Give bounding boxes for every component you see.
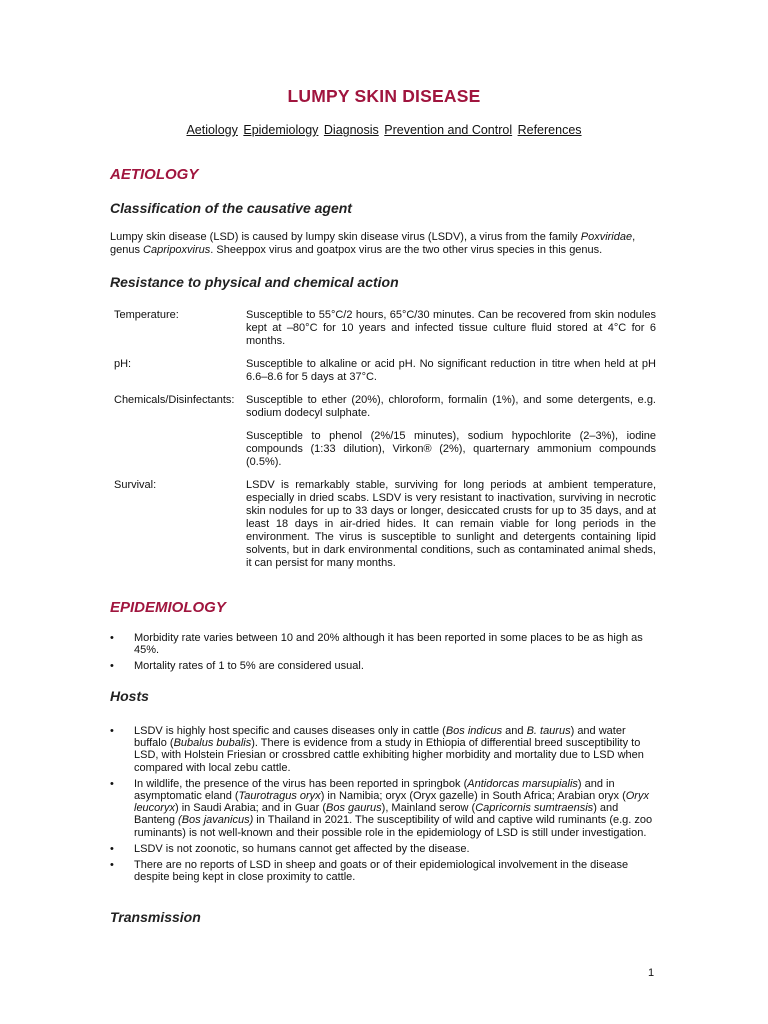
species-name: Taurotragus oryx [238,790,321,803]
species-name: Oryx leucoryx [134,790,649,815]
species-name: B. taurus [526,725,571,737]
text-fragment: ), Mainland serow ( [381,802,476,815]
table-of-contents [0,123,768,137]
text-fragment: and [502,725,527,737]
resistance-label: Temperature: [114,309,179,321]
list-item [110,725,658,774]
classification-paragraph [110,231,658,257]
list-item: • There are no reports of LSD in sheep and goats or of their epidemiological involvement in the disease despite being kept in close proximity to cattle. [110,859,658,883]
document-title: LUMPY SKIN DISEASE [287,86,481,106]
text-fragment: ) in Saudi Arabia; and in Guar ( [174,802,326,815]
resistance-value: LSDV is remarkably stable, surviving for long periods at ambient temperature, especially in dried scabs. LSDV is very resistant to inactivation, surviving in necrotic skin nodules for up to 33 days or longer, desiccated crusts for up to 35 days, and at least 18 days in air-dried hides. It can remain viable for long periods in the environment. The virus is susceptible to sunlight and detergents containing lipid solvents, but in dark environmental conditions, such as contaminated animal sheds, it can persist for many months. [246,479,656,569]
text-fragment: ) and water buffalo ( [134,725,626,750]
epidemiology-bullet-list [110,632,658,677]
species-name: Bos gaurus [326,802,382,815]
genus-name: Capripoxvirus [143,244,211,256]
species-name: Antidorcas marsupialis [467,777,578,790]
text-fragment: , genus [110,231,636,256]
text-fragment: LSDV is highly host specific and causes diseases only in cattle ( [134,725,446,737]
text-fragment: ) and Banteng [134,802,619,827]
species-name: Capricornis sumtraensis [475,802,594,815]
section-heading-epidemiology: EPIDEMIOLOGY [110,599,226,616]
text-fragment: . Sheeppox virus and goatpox virus are the two other virus species in this genus. [210,244,603,256]
text-fragment: ) and in asymptomatic eland ( [134,777,615,803]
page-number: 1 [648,967,655,979]
toc-link-prevention-and-control[interactable]: Prevention and Control [384,123,513,137]
text-fragment: ) in Namibia; oryx (Oryx gazelle) in South Africa; Arabian oryx ( [320,790,626,803]
resistance-label: Survival: [114,479,157,491]
list-item [110,778,658,839]
list-item: • Mortality rates of 1 to 5% are considered usual. [110,660,658,672]
species-name: (Bos javanicus) [178,814,254,827]
species-name: Bos indicus [445,725,503,737]
species-name: Bubalus bubalis [173,737,252,750]
subheading-classification: Classification of the causative agent [110,200,352,216]
subheading-hosts: Hosts [110,688,149,704]
list-item: • Morbidity rate varies between 10 and 20% although it has been reported in some places to be as high as 45%. [110,632,658,656]
resistance-label: Chemicals/Disinfectants: [114,394,235,406]
toc-link-aetiology[interactable]: Aetiology [186,123,238,137]
text-fragment: Lumpy skin disease (LSD) is caused by lumpy skin disease virus (LSDV), a virus from the family [110,231,581,243]
list-item: • LSDV is not zoonotic, so humans cannot get affected by the disease. [110,843,658,855]
text-fragment: In wildlife, the presence of the virus has been reported in springbok ( [134,777,468,790]
resistance-value: Susceptible to ether (20%), chloroform, formalin (1%), and some detergents, e.g. sodium dodecyl sulphate. [246,394,656,419]
resistance-value: Susceptible to phenol (2%/15 minutes), sodium hypochlorite (2–3%), iodine compounds (1:33 dilution), Virkon® (2%), quarternary ammonium compounds (0.5%). [246,430,656,468]
resistance-value: Susceptible to 55°C/2 hours, 65°C/30 minutes. Can be recovered from skin nodules kept at –80°C for 10 years and infected tissue culture fluid stored at 4°C for 6 months. [246,309,656,347]
resistance-label: pH: [114,358,132,370]
toc-link-diagnosis[interactable]: Diagnosis [323,123,379,137]
toc-link-references[interactable]: References [517,123,582,137]
resistance-value: Susceptible to alkaline or acid pH. No significant reduction in titre when held at pH 6.6–8.6 for 5 days at 37°C. [246,358,656,383]
hosts-bullet-list [110,725,658,887]
text-fragment: in Thailand in 2021. The susceptibility of wild and captive wild ruminants (e.g. zoo ruminants) is not well-known and their possible role in the epidemiology of LSD is still under investigation. [134,814,653,839]
toc-link-epidemiology[interactable]: Epidemiology [243,123,319,137]
subheading-transmission: Transmission [110,909,201,925]
text-fragment: ). There is evidence from a study in Ethiopia of differential breed susceptibility to LSD, with Holstein Friesian or crossbred cattle exhibiting higher morbidity and mortality due to LSD when compared with local zebu cattle. [134,737,644,774]
subheading-resistance: Resistance to physical and chemical action [110,274,399,290]
family-name: Poxviridae [580,231,633,243]
section-heading-aetiology: AETIOLOGY [110,166,199,183]
